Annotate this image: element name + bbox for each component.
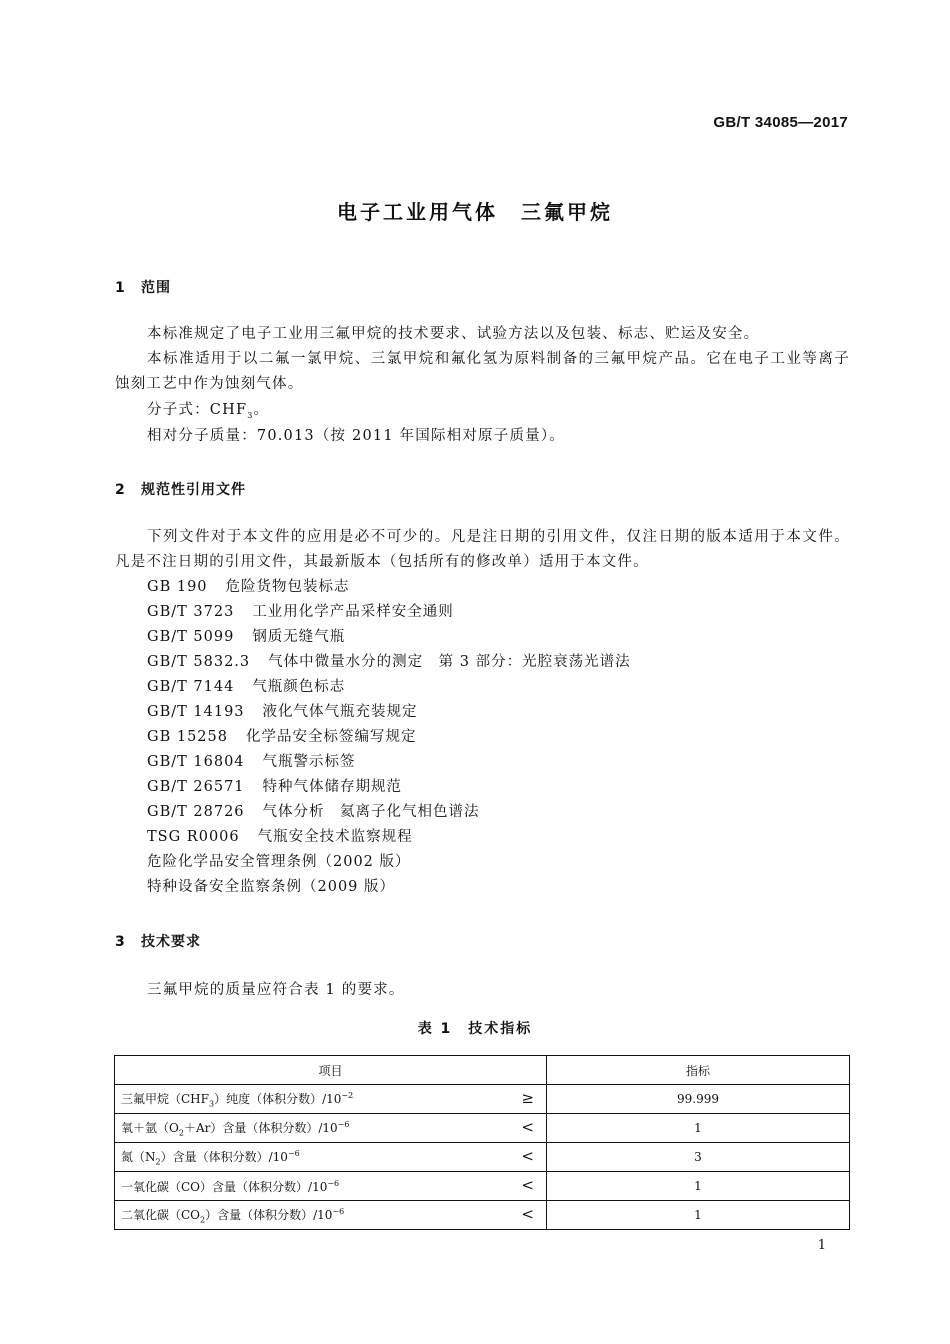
item-cell [115, 1085, 547, 1114]
section-title: 规范性引用文件 [141, 482, 246, 498]
reference-title: 危险化学品安全管理条例（2002 版） [147, 854, 411, 870]
header-item: 项目 [115, 1056, 547, 1085]
item-exponent: −6 [287, 1148, 300, 1158]
reference-code: GB/T 5832.3 [147, 654, 251, 670]
reference-title: 气体分析 氦离子化气相色谱法 [262, 804, 480, 820]
standard-code: GB/T 34085—2017 [713, 114, 848, 131]
reference-title: 液化气体气瓶充装规定 [262, 704, 418, 720]
reference-code: GB/T 26571 [147, 779, 245, 795]
reference-code: GB/T 28726 [147, 804, 245, 820]
reference-item [147, 850, 411, 875]
section-heading-tech [115, 931, 201, 951]
item-subscript: 2 [178, 1128, 184, 1138]
reference-code: GB/T 14193 [147, 704, 245, 720]
scope-molecular-mass: 相对分子质量：70.013（按 2011 年国际相对原子质量）。 [147, 428, 566, 444]
scope-paragraph-2: 本标准适用于以二氟一氯甲烷、三氯甲烷和氟化氢为原料制备的三氟甲烷产品。它在电子工业等离子蚀刻工艺中作为蚀刻气体。 [115, 351, 850, 392]
references-intro: 下列文件对于本文件的应用是必不可少的。凡是注日期的引用文件，仅注日期的版本适用于本文件。凡是不注日期的引用文件，其最新版本（包括所有的修改单）适用于本文件。 [115, 529, 850, 570]
document-title: 电子工业用气体 三氟甲烷 [337, 200, 613, 224]
item-text: 一氧化碳（CO）含量（体积分数）/10 [121, 1179, 328, 1194]
reference-title: 特种设备安全监察条例（2009 版） [147, 879, 396, 895]
comparison-operator: ≥ [521, 1089, 534, 1107]
item-exponent: −6 [327, 1178, 340, 1188]
item-subscript: 2 [155, 1157, 161, 1167]
value-cell: 1 [547, 1114, 850, 1143]
item-cell [115, 1201, 547, 1230]
table-row [115, 1143, 850, 1172]
reference-title: 工业用化学产品采样安全通则 [252, 604, 454, 620]
item-exponent: −6 [332, 1206, 345, 1216]
section-heading-references [115, 479, 246, 499]
item-cell [115, 1114, 547, 1143]
reference-item [147, 700, 418, 725]
reference-item [147, 650, 631, 675]
page-number: 1 [817, 1238, 826, 1253]
reference-title: 气瓶颜色标志 [252, 679, 346, 695]
item-text: 氧＋氩（O [121, 1120, 179, 1135]
header-value: 指标 [547, 1056, 850, 1085]
value-cell: 1 [547, 1201, 850, 1230]
table-row [115, 1085, 850, 1114]
reference-code: GB 190 [147, 579, 208, 595]
item-text-cont: ）含量（体积分数）/10 [160, 1149, 288, 1164]
reference-item [147, 625, 345, 650]
section-title: 技术要求 [141, 934, 201, 950]
tech-intro: 三氟甲烷的质量应符合表 1 的要求。 [147, 982, 405, 998]
reference-item [147, 575, 350, 600]
formula-subscript: 3 [247, 410, 254, 420]
value-cell: 3 [547, 1143, 850, 1172]
reference-code: GB/T 16804 [147, 754, 245, 770]
table-row [115, 1172, 850, 1201]
reference-code: GB/T 7144 [147, 679, 235, 695]
item-text: 氮（N [121, 1149, 156, 1164]
section-number: 2 [115, 482, 126, 498]
item-exponent: −6 [337, 1119, 350, 1129]
item-text-cont: ）含量（体积分数）/10 [205, 1207, 333, 1222]
table-header-row [115, 1056, 850, 1085]
value-cell: 99.999 [547, 1085, 850, 1114]
item-text: 三氟甲烷（CHF [121, 1091, 209, 1106]
item-subscript: 3 [208, 1099, 215, 1109]
reference-title: 气瓶安全技术监察规程 [257, 829, 413, 845]
formula-suffix: 。 [253, 402, 270, 418]
reference-title: 气体中微量水分的测定 第 3 部分：光腔衰荡光谱法 [268, 654, 631, 670]
reference-item [147, 825, 413, 850]
formula-prefix: 分子式：CHF [147, 402, 248, 418]
reference-title: 化学品安全标签编写规定 [245, 729, 417, 745]
reference-item [147, 600, 454, 625]
item-text-cont: ）纯度（体积分数）/10 [214, 1091, 342, 1106]
table-row [115, 1201, 850, 1230]
scope-paragraph-1: 本标准规定了电子工业用三氟甲烷的技术要求、试验方法以及包装、标志、贮运及安全。 [147, 326, 760, 342]
reference-code: TSG R0006 [147, 829, 240, 845]
comparison-operator: < [521, 1147, 534, 1165]
reference-code: GB/T 3723 [147, 604, 235, 620]
value-cell: 1 [547, 1172, 850, 1201]
reference-item [147, 750, 356, 775]
reference-code: GB 15258 [147, 729, 228, 745]
item-exponent: −2 [341, 1090, 354, 1100]
item-subscript: 2 [200, 1215, 206, 1225]
section-number: 3 [115, 934, 126, 950]
reference-item [147, 775, 402, 800]
table-title: 表 1 技术指标 [417, 1021, 533, 1037]
item-text: 二氧化碳（CO [121, 1207, 201, 1222]
reference-title: 气瓶警示标签 [262, 754, 356, 770]
section-title: 范围 [141, 280, 171, 296]
reference-title: 特种气体储存期规范 [262, 779, 403, 795]
reference-title: 钢质无缝气瓶 [252, 629, 346, 645]
comparison-operator: < [521, 1205, 534, 1223]
reference-title: 危险货物包装标志 [225, 579, 350, 595]
spec-table [114, 1055, 850, 1230]
reference-code: GB/T 5099 [147, 629, 235, 645]
comparison-operator: < [521, 1176, 534, 1194]
section-heading-scope [115, 277, 171, 297]
table-row [115, 1114, 850, 1143]
comparison-operator: < [521, 1118, 534, 1136]
reference-item [147, 725, 416, 750]
reference-item [147, 800, 480, 825]
reference-item [147, 875, 395, 900]
section-number: 1 [115, 280, 126, 296]
reference-item [147, 675, 345, 700]
item-text-cont: ＋Ar）含量（体积分数）/10 [183, 1120, 338, 1135]
item-cell [115, 1143, 547, 1172]
item-cell [115, 1172, 547, 1201]
